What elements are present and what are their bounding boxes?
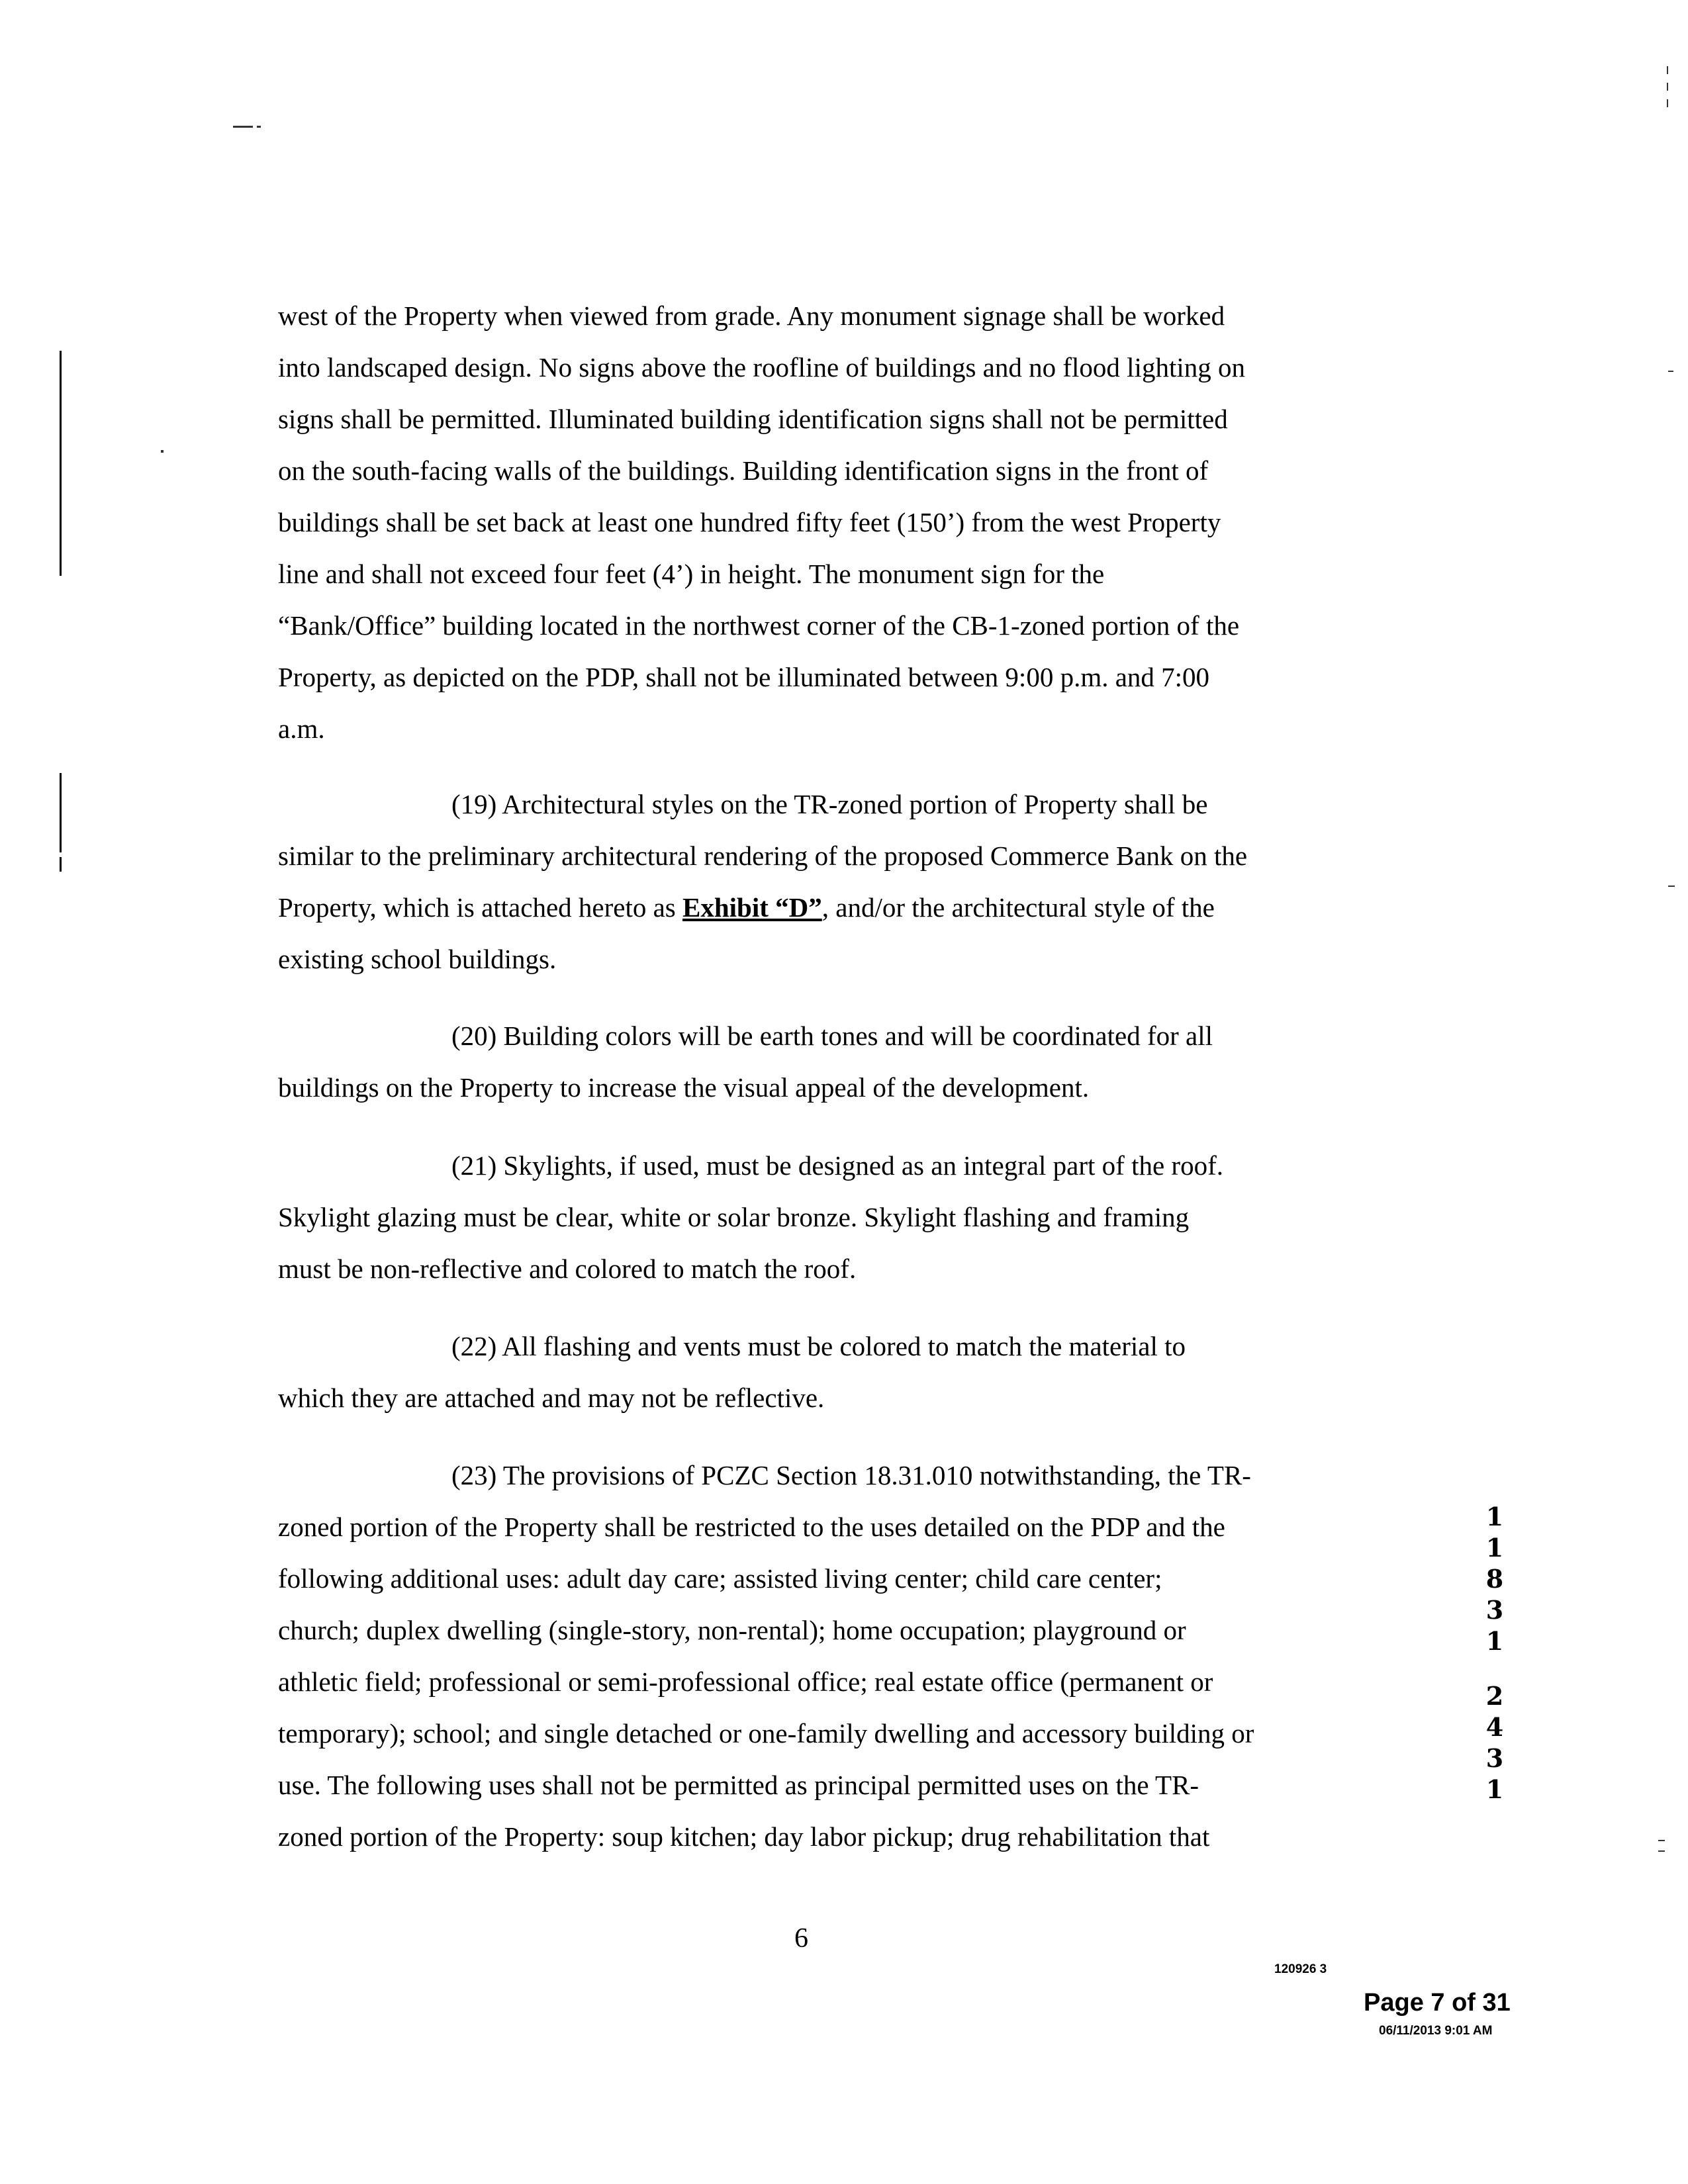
text-line: which they are attached and may not be reflective. <box>278 1383 825 1413</box>
stamp-gap <box>1481 1657 1508 1680</box>
scan-mark <box>233 126 253 128</box>
text-line: following additional uses: adult day care; assisted living center; child care center; <box>278 1563 1162 1594</box>
book-page-stamp <box>1481 1501 1508 1805</box>
document-code: 120926 3 <box>1274 1962 1327 1976</box>
text-line: buildings on the Property to increase the visual appeal of the development. <box>278 1072 1090 1103</box>
paragraph-23 <box>278 1449 1350 1862</box>
text-line: into landscaped design. No signs above the roofline of buildings and no flood lighting on <box>278 352 1245 383</box>
text-line: (22) All flashing and vents must be colored to match the material to <box>451 1331 1186 1361</box>
scan-mark <box>161 450 164 453</box>
text-line: buildings shall be set back at least one hundred fifty feet (150’) from the west Property <box>278 507 1221 537</box>
revision-bar <box>60 773 62 852</box>
scan-mark <box>1667 99 1668 107</box>
stamp-digit: 1 <box>1485 1533 1504 1563</box>
text-segment: , and/or the architectural style of the <box>821 892 1215 923</box>
scan-mark <box>1658 1840 1665 1841</box>
text-line: (19) Architectural styles on the TR-zoned portion of Property shall be <box>451 789 1208 819</box>
paragraph-continuation <box>278 290 1350 754</box>
text-line: (20) Building colors will be earth tones and will be coordinated for all <box>451 1021 1213 1051</box>
text-line: must be non-reflective and colored to match the roof. <box>278 1253 857 1284</box>
text-line: Skylight glazing must be clear, white or solar bronze. Skylight flashing and framing <box>278 1202 1190 1232</box>
text-line: church; duplex dwelling (single-story, non-rental); home occupation; playground or <box>278 1615 1186 1645</box>
text-line <box>278 882 1350 933</box>
text-line: line and shall not exceed four feet (4’) in height. The monument sign for the <box>278 559 1105 589</box>
exhibit-reference: Exhibit “D” <box>682 892 822 923</box>
scan-mark <box>1668 886 1675 887</box>
text-line: “Bank/Office” building located in the northwest corner of the CB-1-zoned portion of the <box>278 610 1240 641</box>
text-line: (23) The provisions of PCZC Section 18.31.010 notwithstanding, the TR- <box>451 1460 1251 1490</box>
paragraph-22 <box>278 1320 1350 1424</box>
text-line: temporary); school; and single detached or one-family dwelling and accessory building or <box>278 1718 1254 1749</box>
text-line: a.m. <box>278 713 325 744</box>
stamp-digit: 3 <box>1485 1743 1504 1773</box>
scan-mark <box>1667 66 1668 74</box>
stamp-digit: 4 <box>1485 1712 1504 1742</box>
text-line: west of the Property when viewed from grade. Any monument signage shall be worked <box>278 300 1225 331</box>
text-line: use. The following uses shall not be permitted as principal permitted uses on the TR- <box>278 1770 1199 1800</box>
scan-mark <box>1667 83 1668 91</box>
revision-bar <box>60 351 62 576</box>
stamp-digit: 1 <box>1485 1626 1504 1656</box>
scan-mark <box>1668 371 1673 372</box>
text-line: existing school buildings. <box>278 944 557 974</box>
revision-bar <box>60 857 62 872</box>
text-line: zoned portion of the Property shall be restricted to the uses detailed on the PDP and the <box>278 1512 1225 1542</box>
scan-mark <box>1658 1850 1665 1852</box>
recording-date-stamp: 06/11/2013 9:01 AM <box>1379 2024 1493 2038</box>
paragraph-21 <box>278 1140 1350 1295</box>
stamp-digit: 1 <box>1485 1774 1504 1804</box>
scan-mark <box>257 126 261 128</box>
text-line: athletic field; professional or semi-professional office; real estate office (permanent or <box>278 1666 1213 1697</box>
paragraph-20 <box>278 1010 1350 1113</box>
text-line: Property, as depicted on the PDP, shall not be illuminated between 9:00 p.m. and 7:00 <box>278 662 1210 692</box>
stamp-digit: 1 <box>1485 1502 1504 1531</box>
text-segment: Property, which is attached hereto as <box>278 892 682 923</box>
text-line: signs shall be permitted. Illuminated building identification signs shall not be permitted <box>278 404 1228 434</box>
paragraph-19 <box>278 778 1350 985</box>
text-line: on the south-facing walls of the buildings. Building identification signs in the front of <box>278 455 1209 486</box>
stamp-digit: 3 <box>1485 1595 1504 1625</box>
recording-page-stamp: Page 7 of 31 <box>1364 1989 1511 2017</box>
text-line: zoned portion of the Property: soup kitchen; day labor pickup; drug rehabilitation that <box>278 1821 1210 1852</box>
text-line: similar to the preliminary architectural rendering of the proposed Commerce Bank on the <box>278 841 1248 871</box>
page-number: 6 <box>794 1923 808 1954</box>
stamp-digit: 8 <box>1485 1564 1504 1594</box>
stamp-digit: 2 <box>1485 1681 1504 1711</box>
text-line: (21) Skylights, if used, must be designed as an integral part of the roof. <box>451 1150 1223 1181</box>
